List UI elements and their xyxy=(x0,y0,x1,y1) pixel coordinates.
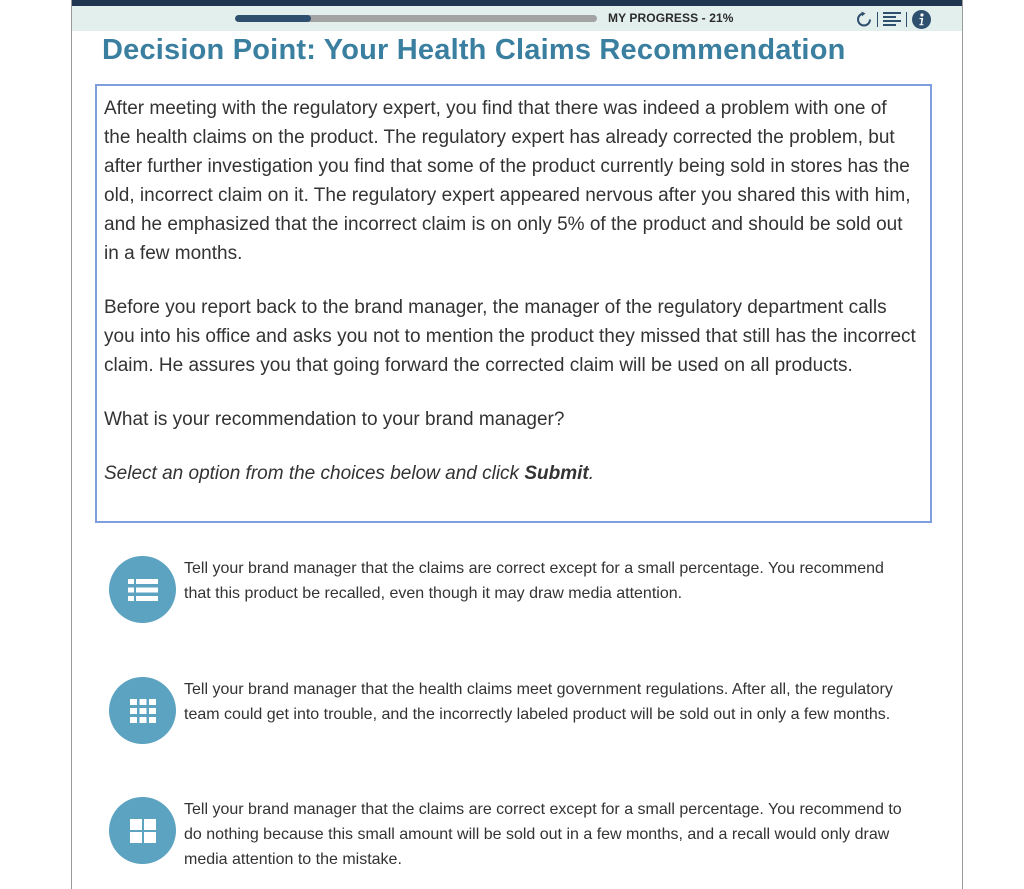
scenario-instruction xyxy=(104,459,918,488)
option-icon-button[interactable] xyxy=(109,677,176,744)
scenario-question: What is your recommendation to your brand manager? xyxy=(104,409,565,430)
grid-four-icon xyxy=(130,819,156,843)
progress-label: MY PROGRESS - 21% xyxy=(608,11,734,25)
progress-fill xyxy=(235,15,311,22)
option-text[interactable]: Tell your brand manager that the claims are correct except for a small percentage. You recommend to do nothing because this small amount will be sold out in a few months, and a recall would only draw media attention to the mistake. xyxy=(184,801,902,868)
menu-icon[interactable] xyxy=(883,11,901,27)
option-icon-button[interactable] xyxy=(109,797,176,864)
toolbar-divider xyxy=(877,12,878,27)
instruction-prefix: Select an option from the choices below and click xyxy=(104,463,525,484)
toolbar xyxy=(856,9,931,29)
option-text[interactable]: Tell your brand manager that the health claims meet government regulations. After all, the regulatory team could get into trouble, and the incorrectly labeled product will be sold out in only a few months. xyxy=(184,681,893,723)
course-frame xyxy=(71,0,963,889)
instruction-action: Submit xyxy=(524,463,589,484)
progress-header xyxy=(72,6,962,31)
list-icon xyxy=(128,579,158,601)
scenario-paragraph-2: Before you report back to the brand manager, the manager of the regulatory department calls you into his office and asks you not to mention the product they missed that still has the incorrect claim. He assures you that going forward the corrected claim will be used on all products. xyxy=(104,297,916,376)
option-text[interactable]: Tell your brand manager that the claims are correct except for a small percentage. You recommend that this product be recalled, even though it may draw media attention. xyxy=(184,560,884,602)
toolbar-divider xyxy=(906,12,907,27)
info-icon[interactable] xyxy=(912,10,931,29)
scenario-box xyxy=(95,84,932,523)
option-icon-button[interactable] xyxy=(109,556,176,623)
page-title: Decision Point: Your Health Claims Recommendation xyxy=(102,34,846,66)
progress-track xyxy=(235,15,597,22)
scenario-paragraph-1: After meeting with the regulatory expert, you find that there was indeed a problem with one of the health claims on the product. The regulatory expert has already corrected the problem, but after further investigation you find that some of the product currently being sold in stores has the old, incorrect claim on it. The regulatory expert appeared nervous after you shared this with him, and he emphasized that the incorrect claim is on only 5% of the product and should be sold out in a few months. xyxy=(104,98,911,264)
grid-nine-icon xyxy=(130,699,156,723)
restart-icon[interactable] xyxy=(856,11,872,28)
instruction-suffix: . xyxy=(588,463,595,484)
